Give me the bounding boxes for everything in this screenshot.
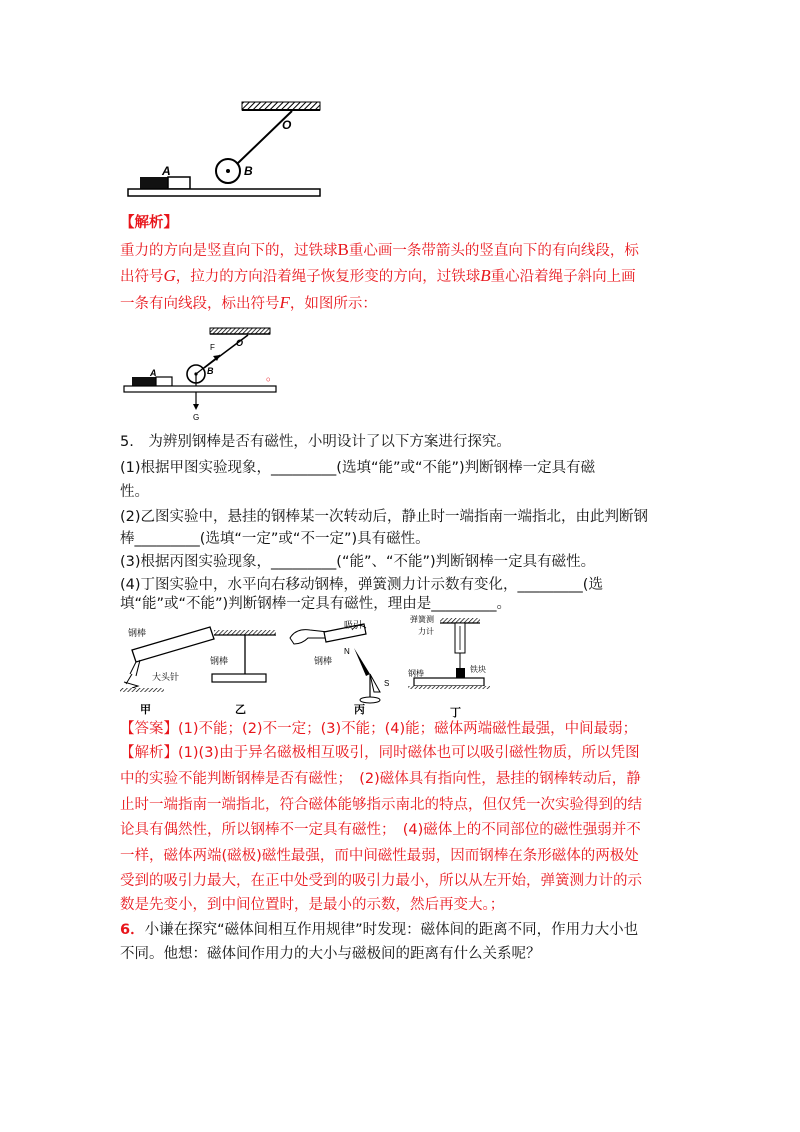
figure-experiments [118,612,498,718]
svg-text:大头针: 大头针 [152,672,180,682]
block-A-dark [140,177,168,189]
analysis1-line3: 一条有向线段，标出符号F，如图所示： [120,293,377,312]
svg-text:F: F [210,343,215,352]
label-B: B [244,164,253,178]
q5-line6: (3)根据丙图实验现象，_________(“能”、“不能”)判断钢棒一定具有磁性。 [120,554,596,570]
q6-number: 6． [120,922,145,938]
q5-line7: (4)丁图实验中，水平向右移动钢棒，弹簧测力计示数有变化，_________(选 [120,577,603,593]
label-A: A [162,164,171,178]
analysis1-tag: 【解析】 [120,215,178,231]
svg-text:钢棒: 钢棒 [314,656,333,666]
answer5-line3: 中的实验不能判断钢棒是否有磁性； (2)磁体具有指向性，悬挂的钢棒转动后，静 [120,771,641,787]
label-O: O [282,118,292,132]
answer5-line1: 【答案】(1)不能；(2)不一定；(3)不能；(4)能；磁体两端磁性最强，中间最弱； [120,721,638,737]
svg-text:。: 。 [266,369,279,383]
table [128,189,320,196]
q5-line3: 性。 [120,484,149,500]
q6-line2: 不同。他想：磁体间作用力的大小与磁极间的距离有什么关系呢？ [120,946,541,962]
svg-text:甲: 甲 [140,704,151,716]
svg-text:弹簧测: 弹簧测 [410,615,434,624]
q5-line1: 5. 为辨别钢棒是否有磁性，小明设计了以下方案进行探究。 [120,434,511,450]
experiment-jia [120,627,214,716]
svg-text:吸引: 吸引 [344,620,363,630]
answer5-line8: 数是先变小，到中间位置时，是最小的示数，然后再变大。； [120,897,505,913]
svg-text:铁块: 铁块 [470,665,486,674]
q6-line1: 6．小谦在探究“磁体间相互作用规律”时发现：磁体间的距离不同，作用力大小也 [120,922,639,938]
experiment-bing [290,619,389,716]
ceiling [242,102,320,110]
q5-line2: (1)根据甲图实验现象，_________(选填“能”或“不能”)判断钢棒一定具有磁 [120,460,596,476]
experiment-ding [408,614,490,718]
svg-text:钢棒: 钢棒 [210,656,229,666]
svg-text:G: G [193,413,200,422]
svg-text:B: B [207,366,214,376]
figure-pendulum [120,95,340,200]
svg-text:N: N [344,647,350,656]
answer5-line5: 论具有偶然性，所以钢棒不一定具有磁性； (4)磁体上的不同部位的磁性强弱并不 [120,822,641,838]
svg-text:S: S [384,679,390,688]
svg-text:钢棒: 钢棒 [408,669,424,678]
answer5-line6: 一样，磁体两端(磁极)磁性最强，而中间磁性最弱，因而钢棒在条形磁体的两极处 [120,848,639,864]
figure-force-diagram [118,322,288,422]
svg-text:钢棒: 钢棒 [128,628,147,638]
q5-line8: 填“能”或“不能”)判断钢棒一定具有磁性，理由是_________。 [120,596,511,612]
q5-line5: 棒_________(选填“一定”或“不一定”)具有磁性。 [120,531,430,547]
svg-text:力计: 力计 [418,627,434,636]
answer5-line2: 【解析】(1)(3)由于异名磁极相互吸引，同时磁体也可以吸引磁性物质，所以凭图 [120,745,640,761]
q5-line4: (2)乙图实验中，悬挂的钢棒某一次转动后，静止时一端指南一端指北，由此判断钢 [120,509,649,525]
svg-text:乙: 乙 [235,704,246,716]
answer5-line4: 止时一端指南一端指北，符合磁体能够指示南北的特点，但仅凭一次实验得到的结 [120,797,642,813]
block-A-light [168,177,190,189]
svg-text:丁: 丁 [450,707,461,718]
analysis1-line2: 出符号G，拉力的方向沿着绳子恢复形变的方向，过铁球B重心沿着绳子斜向上画 [120,266,636,285]
answer5-line7: 受到的吸引力最大，在正中处受到的吸引力最小，所以从左开始，弹簧测力计的示 [120,873,642,889]
analysis1-line1: 重力的方向是竖直向下的，过铁球B重心画一条带箭头的竖直向下的有向线段，标 [120,240,639,259]
svg-text:丙: 丙 [354,704,365,716]
svg-text:A: A [150,368,157,378]
svg-text:O: O [236,338,244,348]
experiment-yi [210,630,276,716]
